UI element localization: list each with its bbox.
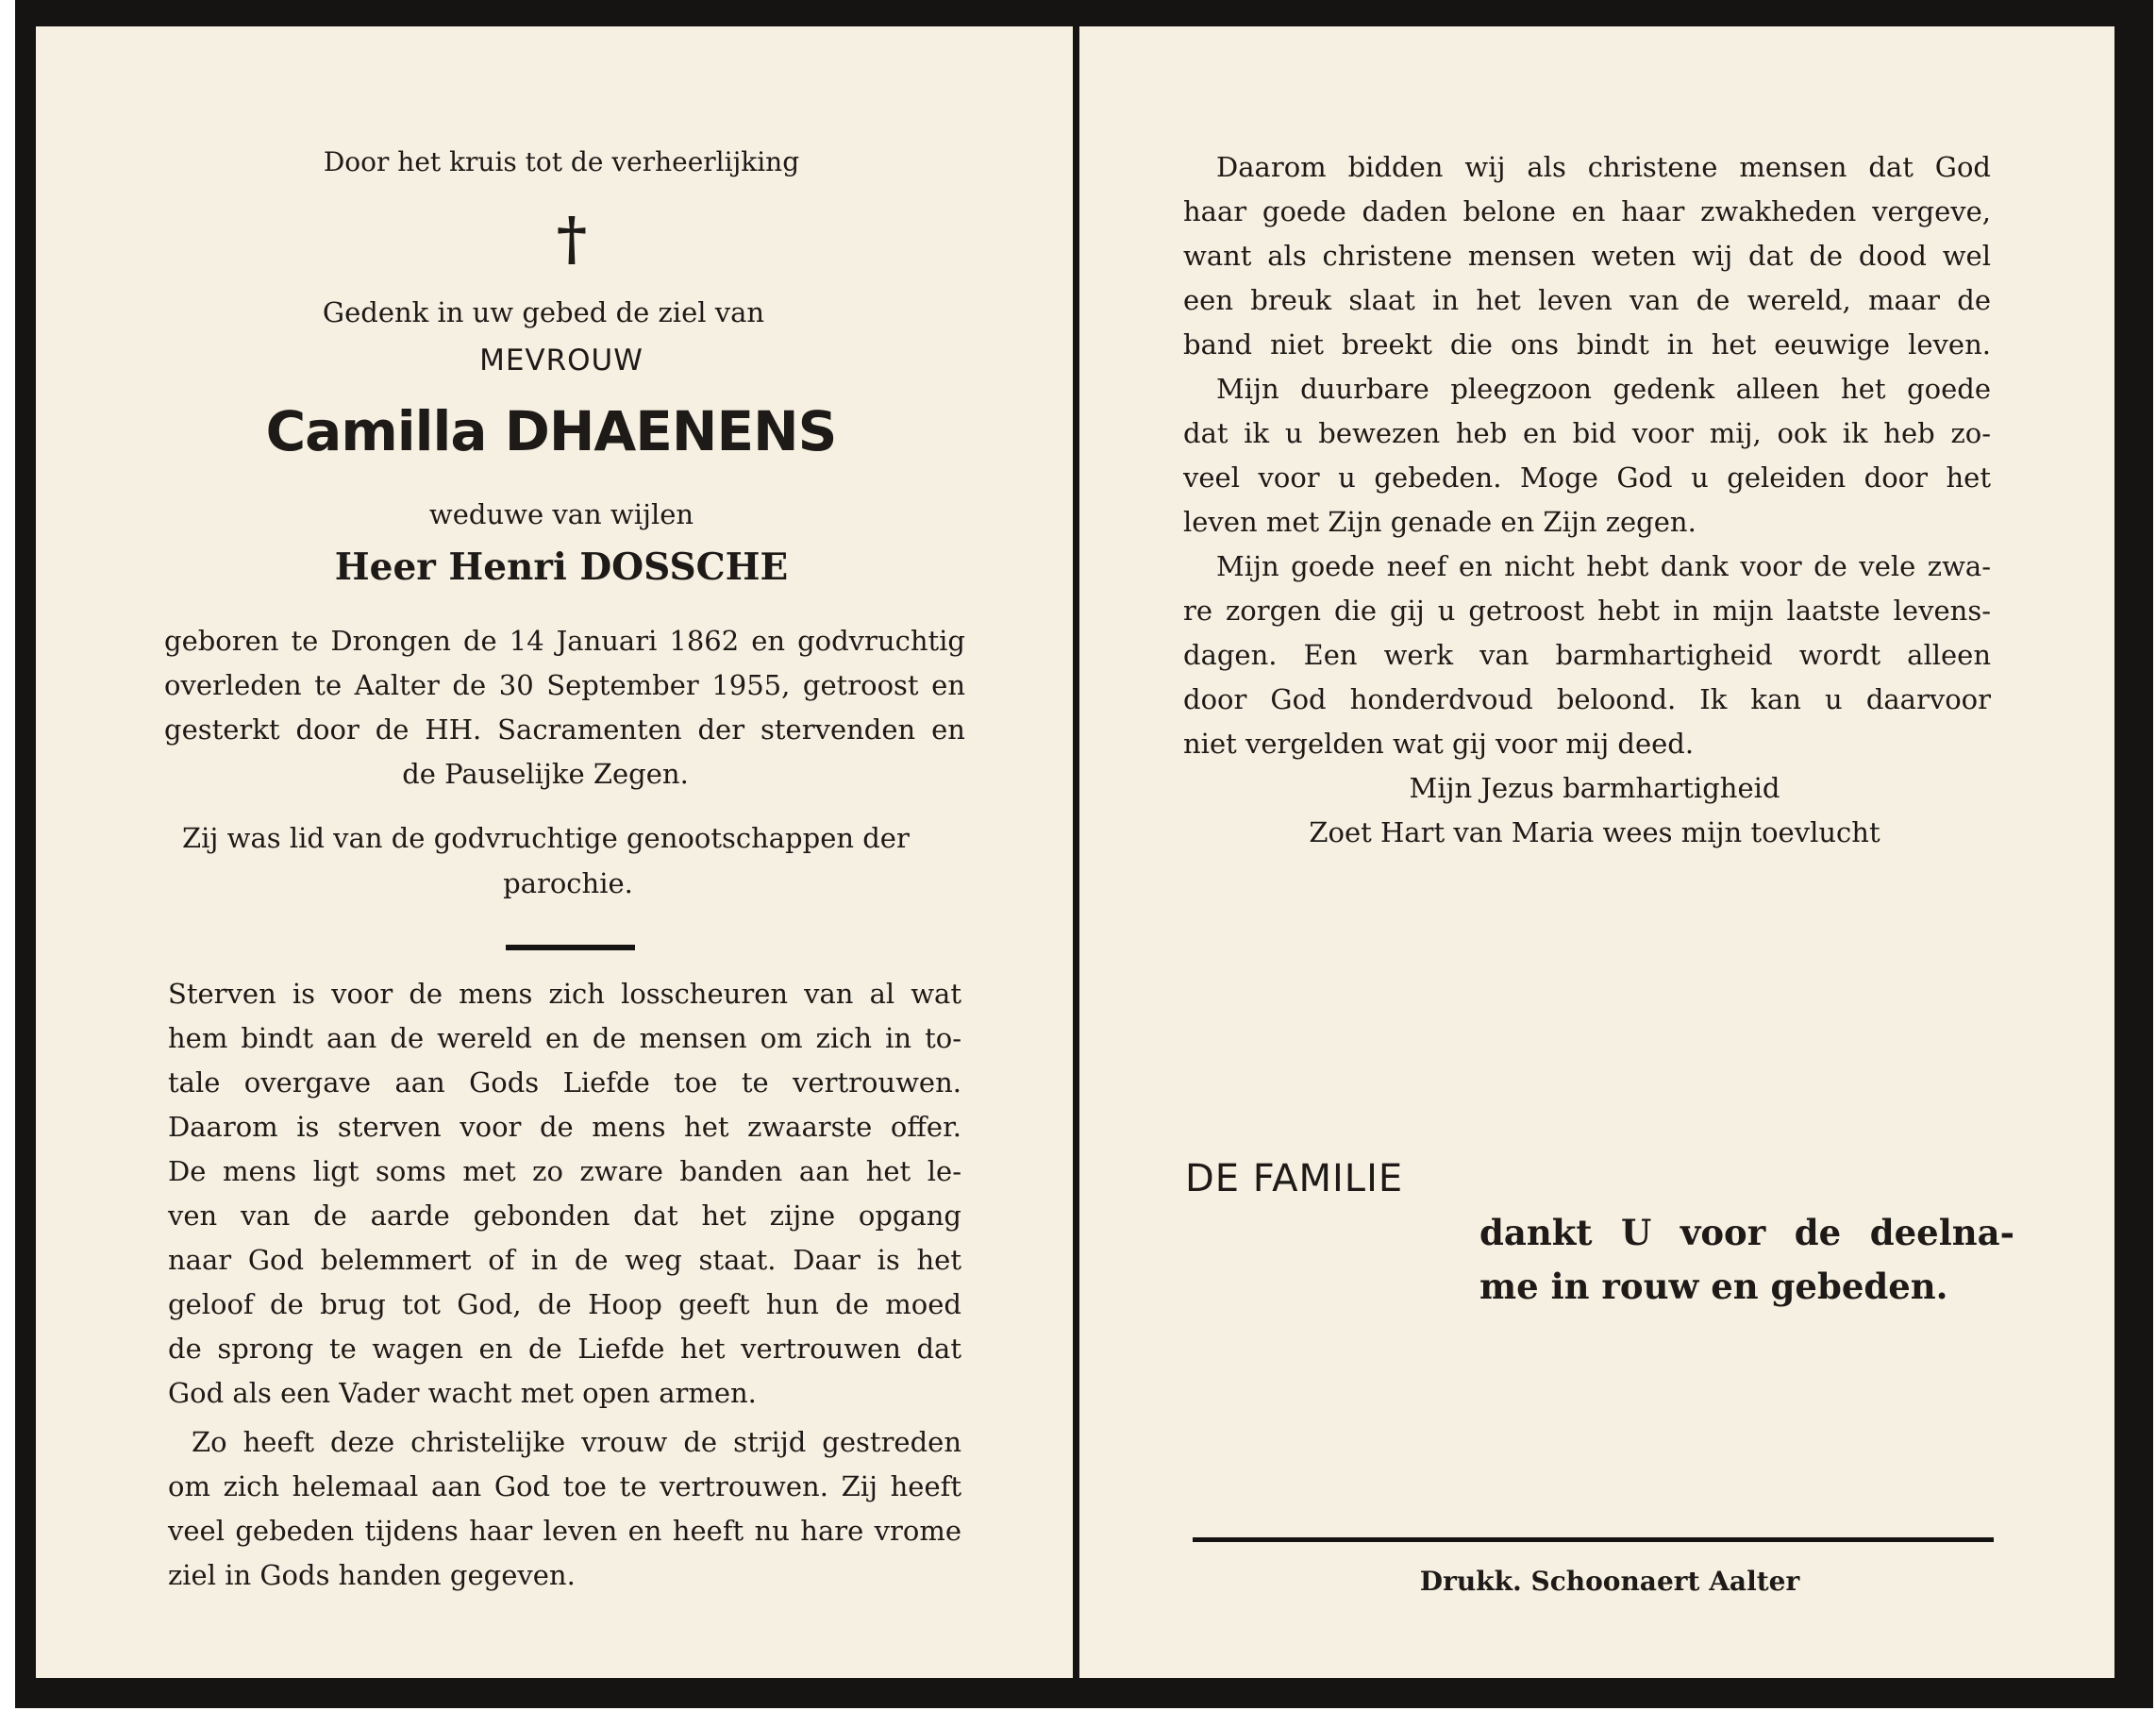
divider-long bbox=[1193, 1537, 1994, 1542]
remember-line: Gedenk in uw gebed de ziel van bbox=[322, 296, 765, 328]
honorific-title: MEVROUW bbox=[479, 344, 643, 377]
stepson-line: veel voor u gebeden. Moge God u geleiden door het bbox=[1183, 461, 1991, 494]
memorial-card bbox=[15, 0, 2153, 1708]
meditation-line: naar God belemmert of in de weg staat. Daar is het bbox=[168, 1244, 961, 1276]
stepson-line: leven met Zijn genade en Zijn zegen. bbox=[1183, 506, 1696, 538]
meditation-line: Daarom is sterven voor de mens het zwaarste offer. bbox=[168, 1111, 961, 1143]
closing-line: om zich helemaal aan God toe te vertrouwen. Zij heeft bbox=[168, 1470, 961, 1502]
family-thanks-line: dagen. Een werk van barmhartigheid wordt alleen bbox=[1183, 639, 1991, 671]
family-thanks-line: re zorgen die gij u getroost hebt in mijn laatste levens- bbox=[1183, 595, 1991, 627]
meditation-line: God als een Vader wacht met open armen. bbox=[168, 1377, 757, 1409]
invocation-line: Zoet Hart van Maria wees mijn toevlucht bbox=[1309, 816, 1880, 848]
prayer-line: een breuk slaat in het leven van de wereld, maar de bbox=[1183, 284, 1991, 316]
cross-icon: † bbox=[556, 204, 588, 273]
divider-short bbox=[506, 945, 635, 950]
family-thanks-line: niet vergelden wat gij voor mij deed. bbox=[1183, 728, 1695, 760]
meditation-line: ven van de aarde gebonden dat het zijne opgang bbox=[168, 1199, 961, 1232]
spouse-name: Heer Henri DOSSCHE bbox=[334, 545, 789, 589]
thanks-line: dankt U voor de deelna- bbox=[1479, 1212, 2014, 1253]
meditation-line: hem bindt aan de wereld en de mensen om zich in to- bbox=[168, 1022, 961, 1054]
left-page bbox=[36, 26, 1073, 1678]
meditation-line: geloof de brug tot God, de Hoop geeft hun de moed bbox=[168, 1288, 961, 1320]
deceased-name: Camilla DHAENENS bbox=[265, 399, 837, 463]
bio-line: gesterkt door de HH. Sacramenten der stervenden en bbox=[164, 713, 965, 746]
printer-credit: Drukk. Schoonaert Aalter bbox=[1419, 1566, 1800, 1597]
meditation-line: Sterven is voor de mens zich losscheuren van al wat bbox=[168, 978, 961, 1010]
motto: Door het kruis tot de verheerlijking bbox=[323, 146, 800, 177]
stepson-line: dat ik u bewezen heb en bid voor mij, ook ik heb zo- bbox=[1183, 417, 1991, 449]
bio-line: geboren te Drongen de 14 Januari 1862 en godvruchtig bbox=[164, 625, 965, 657]
meditation-line: de sprong te wagen en de Liefde het vertrouwen dat bbox=[168, 1333, 961, 1365]
prayer-line: want als christene mensen weten wij dat de dood wel bbox=[1183, 240, 1991, 272]
closing-line: veel gebeden tijdens haar leven en heeft nu hare vrome bbox=[168, 1515, 961, 1547]
member-line: parochie. bbox=[503, 867, 633, 899]
stepson-line: Mijn duurbare pleegzoon gedenk alleen het goede bbox=[1216, 373, 1991, 405]
right-page bbox=[1079, 26, 2114, 1678]
meditation-line: De mens ligt soms met zo zware banden aan het le- bbox=[168, 1155, 961, 1187]
closing-line: Zo heeft deze christelijke vrouw de strijd gestreden bbox=[192, 1426, 961, 1458]
member-line: Zij was lid van de godvruchtige genootschappen der bbox=[182, 822, 910, 854]
thanks-line: me in rouw en gebeden. bbox=[1479, 1266, 1948, 1307]
family-thanks-line: door God honderdvoud beloond. Ik kan u daarvoor bbox=[1183, 683, 1991, 715]
family-thanks-line: Mijn goede neef en nicht hebt dank voor de vele zwa- bbox=[1216, 550, 1991, 582]
relation-line: weduwe van wijlen bbox=[428, 498, 694, 530]
invocation-line: Mijn Jezus barmhartigheid bbox=[1409, 772, 1780, 804]
closing-line: ziel in Gods handen gegeven. bbox=[168, 1559, 576, 1591]
meditation-line: tale overgave aan Gods Liefde toe te vertrouwen. bbox=[168, 1066, 961, 1099]
prayer-line: band niet breekt die ons bindt in het eeuwige leven. bbox=[1183, 328, 1991, 361]
prayer-line: Daarom bidden wij als christene mensen dat God bbox=[1216, 151, 1991, 183]
family-heading: DE FAMILIE bbox=[1185, 1157, 1404, 1200]
bio-line: de Pauselijke Zegen. bbox=[402, 758, 689, 790]
prayer-line: haar goede daden belone en haar zwakheden vergeve, bbox=[1183, 195, 1991, 227]
bio-line: overleden te Aalter de 30 September 1955, getroost en bbox=[164, 669, 965, 701]
